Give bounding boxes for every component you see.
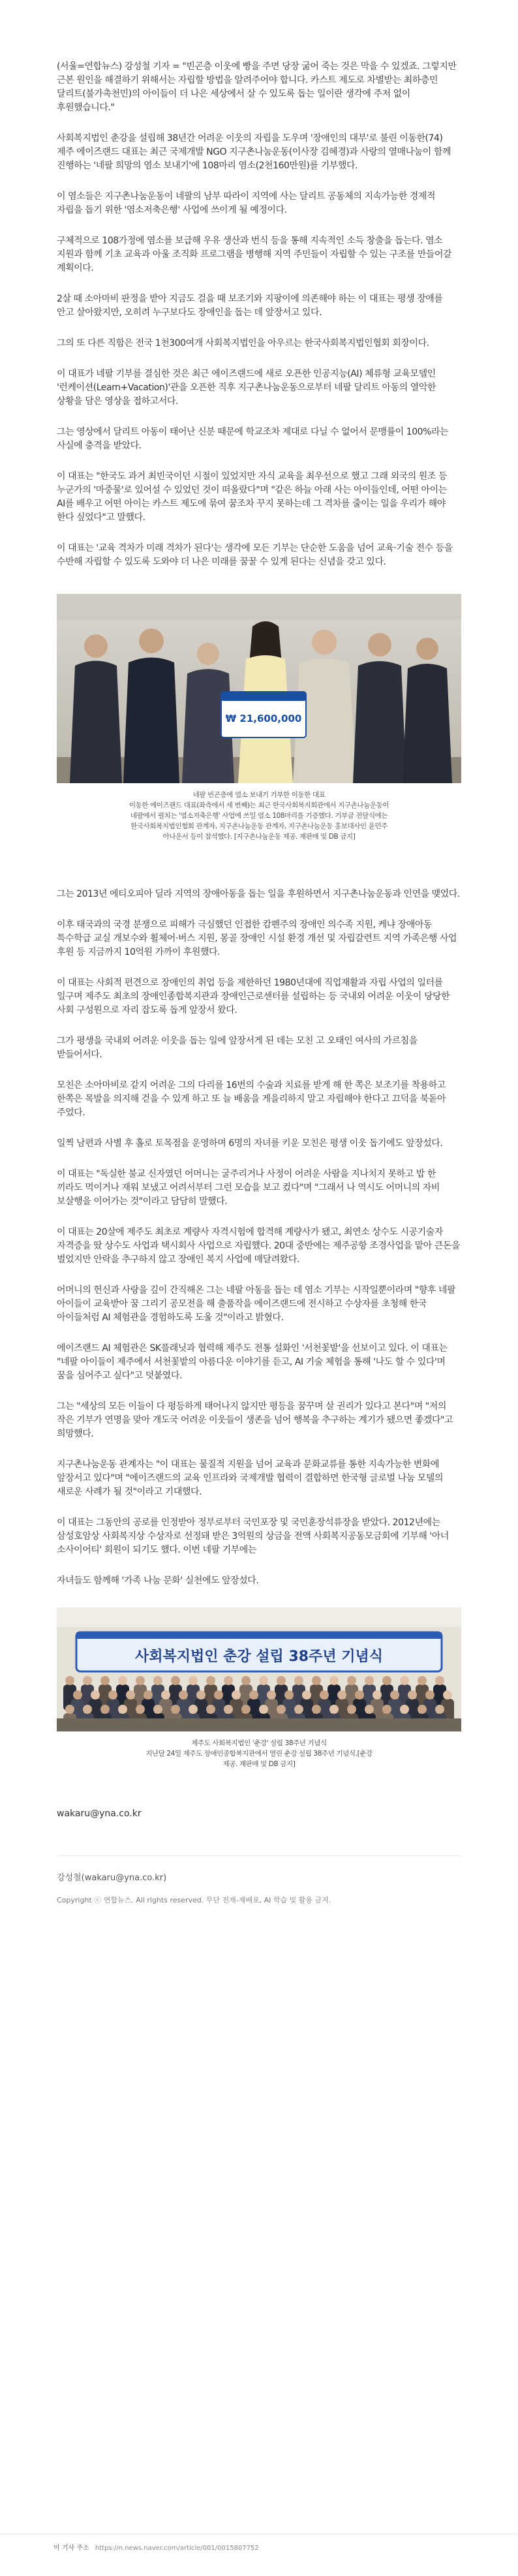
crowd-person-head (329, 1705, 339, 1714)
copyright-notice: Copyright ⓒ 연합뉴스. All rights reserved. 무단 전재-재배포, AI 학습 및 활용 금지. (57, 1896, 331, 1904)
crowd-person-head (400, 1676, 409, 1685)
crowd-person-head (390, 1690, 399, 1699)
crowd-person-head (312, 1705, 321, 1714)
article-body (57, 60, 461, 1905)
crowd-person-head (382, 1676, 391, 1685)
reporter-email[interactable]: wakaru@yna.co.kr (57, 1808, 142, 1819)
article-paragraph: 어머니의 헌신과 사랑을 깊이 간직해온 그는 네팔 아동을 돕는 데 염소 기부는 시작일뿐이라며 "향후 네팔 아이들이 교육받아 꿈 그리기 공모전을 해 출품작을 에이즈랜드에 전시하고 수상자를 초청해 한국 아이들처럼 AI 체험관을 경험하도록 도울 것"이라고 밝혔다. (57, 1285, 456, 1323)
crowd-person-head (425, 1690, 434, 1699)
photo-caption: 네팔 빈곤층에 염소 보내기 기부한 이동한 대표 이동한 에이즈랜드 대표(좌측에서 세 번째)는 최근 한국사회복지회관에서 지구촌나눔운동이 네팔에서 펼치는 '염소저축은행' 사업에 쓰일 염소 108마리를 기증했다. 기부금 전달식에는 한국사회복지법인협회 관계자, 지구촌나눔운동 관계자, 지구촌나눔운동 홍보대사인 윤민주 아나운서 등이 참석했다. [지구촌나눔운동 제공. 재판매 및 DB 금지] (129, 791, 389, 841)
crowd-person-head (65, 1676, 74, 1685)
anniversary-photo[interactable] (57, 1607, 461, 1731)
crowd-person-head (241, 1676, 251, 1685)
crowd-person-head (259, 1676, 268, 1685)
crowd-person-head (302, 1690, 311, 1699)
crowd-person-head (65, 1705, 74, 1714)
donation-amount: ₩ 21,600,000 (225, 713, 302, 724)
article-paragraph: 이 대표는 그동안의 공로를 인정받아 정부로부터 국민포장 및 국민훈장석류장을 받았다. 2012년에는 삼성호암상 사회복지상 수상자로 선정돼 받은 3억원의 상금을 전액 사회복지공동모금회에 기부해 '아너 소사이어티' 회원이 되기도 했다. 이번 네팔 기부에는 (57, 1517, 449, 1555)
article-paragraph: 그는 2013년 에티오피아 딜라 지역의 장애아동을 돕는 일을 후원하면서 지구촌나눔운동과 인연을 맺었다. (57, 889, 460, 899)
article-url-bar (0, 2534, 518, 2558)
crowd-person-head (144, 1690, 153, 1699)
crowd-person-head (400, 1705, 409, 1714)
article-paragraph: 일찍 남편과 사별 후 홀로 토목점을 운영하며 6명의 자녀를 키운 모친은 평생 이웃 돕기에도 앞장섰다. (57, 1138, 443, 1149)
article-paragraph: 이 대표는 사회적 편견으로 장애인의 취업 등을 제한하던 1980년대에 직업재활과 자립 사업의 일터를 일구며 제주도 최초의 장애인종합복지관과 장애인근로센터를 설립하는 등 국내외 어려운 이웃이 당당한 사회 구성원으로 자리 잡도록 돕게 앞장서 왔다. (57, 978, 450, 1016)
article-paragraph: 그의 또 다른 직함은 전국 1천300여개 사회복지법인을 아우르는 한국사회복지법인협회 회장이다. (57, 338, 429, 349)
anniversary-photo-figure (57, 1607, 461, 1769)
article-paragraph: 사회복지법인 춘강을 설립해 38년간 어려운 이웃의 자립을 도우며 '장애인의 대부'로 불린 이동한(74) 제주 에이즈랜드 대표는 최근 국제개발 NGO 지구촌나눔운동(이사장 김혜경)과 사랑의 열매나눔이 함께 진행하는 '네팔 희망의 염소 보내기'에 108마리 염소(2천160만원)를 기부했다. (57, 133, 451, 171)
crowd-person-head (408, 1690, 417, 1699)
crowd-person-head (73, 1690, 82, 1699)
crowd-person-head (161, 1690, 170, 1699)
crowd-person-head (214, 1690, 223, 1699)
crowd-person-head (435, 1676, 444, 1685)
crowd-person-head (277, 1705, 286, 1714)
article-paragraph: 이후 태국과의 국경 분쟁으로 피해가 극심했던 인접한 캄펜주의 장애인 의수족 지원, 케냐 장애아동 특수학급 교실 개보수와 휠체어·버스 지원, 몽골 장애인 시설 환경 개선 및 자립갈련트 지역 가족은행 사업 후원 등 지금까지 10억원 가까이 후원했다. (57, 920, 457, 957)
article-paragraph: 이 대표는 '교육 격차가 미래 격차가 된다'는 생각에 모든 기부는 단순한 도움을 넘어 교육·기술 전수 등을 수반해 자립할 수 있도록 도와야 더 나은 미래를 꿈꿀 수 있게 된다는 신념을 갖고 있다. (57, 543, 453, 567)
crowd-person-head (355, 1690, 364, 1699)
article-paragraph: 이 대표는 "독실한 불교 신자였던 어머니는 굴주리거나 사정이 어려운 사람을 지나치지 못하고 밥 한 끼라도 먹이거나 재워 보냈고 어려서부터 그런 모습을 보고 컸다"며 "그래서 나 역시도 어머니의 자비 보살행을 이어가는 것"이라고 담담히 말했다. (57, 1169, 440, 1207)
crowd-person-head (206, 1676, 215, 1685)
crowd-person-head (382, 1705, 391, 1714)
crowd-person-head (373, 1690, 382, 1699)
crowd-person-head (126, 1690, 135, 1699)
crowd-person-head (153, 1676, 162, 1685)
crowd-person-head (100, 1705, 110, 1714)
crowd-person-head (118, 1705, 127, 1714)
crowd-person-head (277, 1676, 286, 1685)
paragraph-group-b (57, 888, 461, 1588)
article-paragraph: 2살 때 소아마비 판정을 받아 지금도 걸을 때 보조기와 지팡이에 의존해야 하는 이 대표는 평생 장애를 안고 살아왔지만, 오히려 누구보다도 장애인을 돕는 데 앞장서고 있다. (57, 294, 443, 318)
crowd-person-head (418, 1705, 427, 1714)
article-paragraph: 모친은 소아마비로 같지 어려운 그의 다리를 16번의 수술과 치료를 받게 해 한 쪽은 보조기를 착용하고 한쪽은 목발을 의지해 걷을 수 있게 하고 또 늘 배움을 게을리하지 말고 자립해야 한다고 끄덕을 북돋아 주었다. (57, 1080, 446, 1118)
crowd-person-head (320, 1690, 329, 1699)
article-paragraph: 이 대표는 20살에 제주도 최초로 계량사 자격시험에 합격해 계량사가 됐고, 최연소 상수도 시공기술자 자격증을 땄 상수도 사업과 택시회사 사업으로 자립했다. 20대 중반에는 제주공항 조경사업을 맡아 큰돈을 벌었지만 안락을 추구하지 않고 장애인 복지 사업에 매달려왔다. (57, 1227, 461, 1265)
crowd-person-head (196, 1690, 206, 1699)
paragraph-group-a (57, 60, 461, 569)
crowd-person-head (189, 1676, 198, 1685)
crowd-person-head (118, 1676, 127, 1685)
crowd-person-head (418, 1676, 427, 1685)
crowd-person-head (347, 1676, 356, 1685)
crowd-person-head (267, 1690, 276, 1699)
crowd-person-head (249, 1690, 258, 1699)
article-paragraph: 지구촌나눔운동 관계자는 "이 대표는 물질적 지원을 넘어 교육과 문화교류를 통한 지속가능한 변화에 앞장서고 있다"며 "에이즈랜드의 교육 인프라와 국제개발 협력이 결합하면 한국형 글로벌 나눔 모델의 새로운 사례가 될 것"이라고 기대했다. (57, 1459, 444, 1497)
crowd-person-head (83, 1705, 92, 1714)
article-paragraph: 자녀들도 함께해 '가족 나눔 문화' 실천에도 앞장섰다. (57, 1575, 259, 1586)
crowd-person-head (241, 1705, 251, 1714)
crowd-person-head (224, 1676, 233, 1685)
article-paragraph: 구체적으로 108가정에 염소를 보급해 우유 생산과 번식 등을 통해 지속적인 소득 창출을 돕는다. 염소 지원과 함께 기초 교육과 아울 조직화 프로그램을 병행해 지역 주민들이 자립할 수 있는 구조를 만들어갈 계획이다. (57, 236, 452, 273)
crowd-person-head (83, 1676, 92, 1685)
crowd-person-head (171, 1705, 180, 1714)
crowd-person-head (136, 1676, 145, 1685)
crowd-person-head (108, 1690, 117, 1699)
donation-photo[interactable] (57, 594, 461, 783)
byline: 강성철(wakaru@yna.co.kr) (57, 1855, 461, 1883)
crowd-person-head (206, 1705, 215, 1714)
article-paragraph: 이 염소들은 지구촌나눔운동이 네팔의 남부 따라이 지역에 사는 달리트 공동체의 지속가능한 경제적 자립을 돕기 위한 '염소저축은행' 사업에 쓰이게 될 예정이다. (57, 191, 436, 215)
crowd-person-head (232, 1690, 241, 1699)
crowd-person-head (435, 1705, 444, 1714)
anniversary-banner-text: 사회복지법인 춘강 설립 38주년 기념식 (134, 1649, 384, 1665)
article-paragraph: 에이즈랜드 AI 체험관은 SK플래닛과 협력해 제주도 전통 설화인 '서천꽃밭'을 선보이고 있다. 이 대표는 "네팔 아이들이 제주에서 서천꽃밭의 아름다운 이야기를 듣고, AI 기술 체험을 통해 '나도 할 수 있다'며 꿈을 심어주고 싶다"고 덧붙였다. (57, 1343, 448, 1381)
article-paragraph: 그가 평생을 국내외 어려운 이웃을 돕는 일에 앞장서게 된 데는 모친 고 오태인 여사의 가르침을 받들어서다. (57, 1036, 418, 1060)
photo-caption: 제주도 사회복지법인 '춘강' 설립 38주년 기념식 지난달 24일 제주도 장애인종합복지관에서 열린 춘강 설립 38주년 기념식.[춘강 제공. 재판매 및 DB 금지] (145, 1739, 373, 1768)
article-paragraph: 이 대표가 네팔 기부를 결심한 것은 최근 에이즈랜드에 새로 오픈한 인공지능(AI) 체류형 교육모델인 '런케이션(Learn+Vacation)'관을 오픈한 직후 지구촌나눔운동으로부터 네팔 달리트 아동의 열악한 상황을 담은 영상을 접하고서다. (57, 369, 436, 407)
crowd-person-head (153, 1705, 162, 1714)
article-url-link[interactable]: https://n.news.naver.com/article/001/0015807752 (95, 2545, 259, 2552)
article-url-label: 이 기사 주소 (53, 2545, 89, 2552)
crowd-person-head (294, 1676, 303, 1685)
crowd-person-head (294, 1705, 303, 1714)
article-paragraph: 그는 "세상의 모든 이들이 다 평등하게 태어나지 않지만 평등을 꿈꾸며 살 권리가 있다고 본다"며 "저의 작은 기부가 연명을 맞아 개도국 어려운 이웃들이 생존을 넘어 행복을 추구하는 계기가 됐으면 좋겠다"고 희망했다. (57, 1401, 453, 1439)
crowd-person-head (100, 1676, 110, 1685)
donation-photo-figure (57, 594, 461, 842)
crowd-person-head (443, 1690, 452, 1699)
crowd-person-head (329, 1676, 339, 1685)
crowd-person-head (365, 1676, 374, 1685)
crowd-person-head (91, 1690, 100, 1699)
crowd-person-head (171, 1676, 180, 1685)
crowd-person-head (312, 1676, 321, 1685)
crowd-person-head (259, 1705, 268, 1714)
article-paragraph: 그는 영상에서 달리트 아동이 태어난 신분 때문에 학교조차 제대로 다닐 수 없어서 문맹률이 100%라는 사실에 충격을 받았다. (57, 427, 449, 451)
crowd-person-head (284, 1690, 294, 1699)
crowd-person-head (224, 1705, 233, 1714)
crowd-person-head (365, 1705, 374, 1714)
article-paragraph: (서울=연합뉴스) 강성철 기자 = "빈곤층 이웃에 빵을 주면 당장 굶어 죽는 것은 막을 수 있겠죠. 그렇지만 근본 원인을 해결하기 위해서는 자립할 방법을 알려주어야 합니다. 카스트 제도로 차별받는 최하층민 달리트(불가촉천민)의 아이들이 더 나은 세상에서 살 수 있도록 돕는 일이란 생각에 주저 없이 후원했습니다." (57, 61, 457, 113)
crowd-person-head (189, 1705, 198, 1714)
crowd-person-head (347, 1705, 356, 1714)
crowd-person-head (337, 1690, 346, 1699)
article-paragraph: 이 대표는 "한국도 과거 최빈국이던 시절이 있었지만 자식 교육을 최우선으로 했고 그래 외국의 원조 등 누군가의 '마중물'로 있어설 수 있었던 것이 떠올랐다"며 "같은 하늘 아래 사는 아이들인데, 어떤 아이는 AI를 배우고 어떤 아이는 카스트 제도에 묶여 꿈조차 꾸지 못하는데 그 격차를 줄이는 일을 우리가 해야 한다 싶었다"고 말했다. (57, 471, 448, 523)
crowd-person-head (136, 1705, 145, 1714)
crowd-person-head (179, 1690, 188, 1699)
